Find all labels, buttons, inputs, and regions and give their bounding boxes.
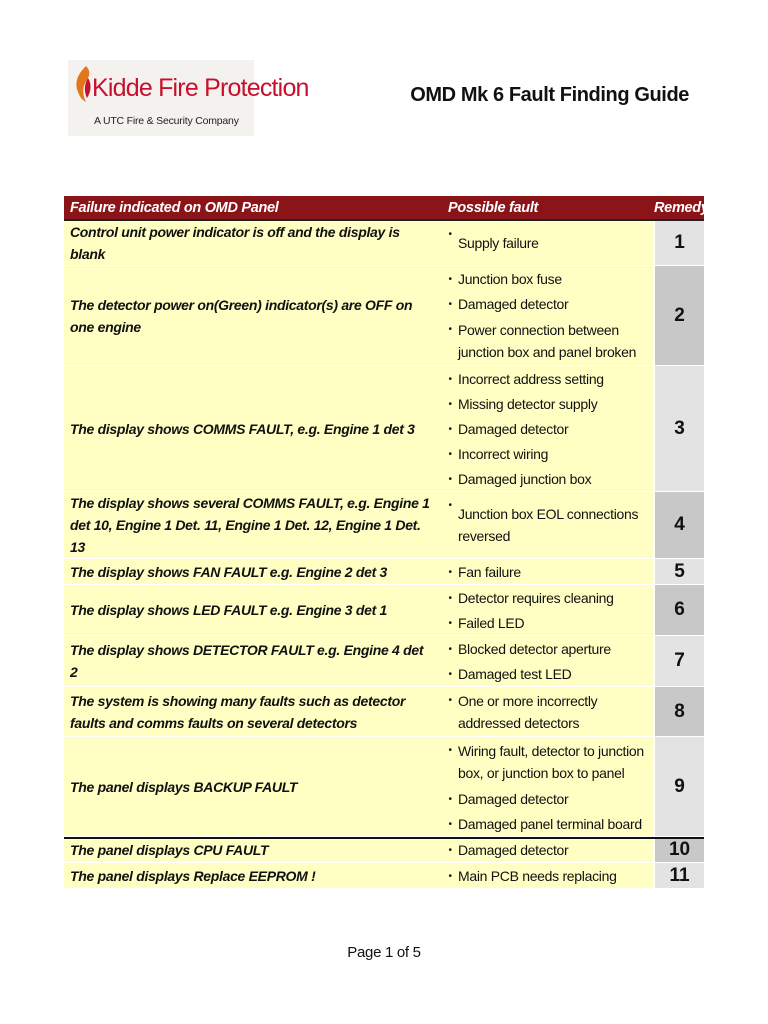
bullet-icon: •: [448, 669, 452, 680]
possible-fault: Main PCB needs replacing: [454, 863, 654, 889]
bullet-icon: •: [448, 324, 452, 335]
remedy-number: 9: [654, 737, 704, 837]
brand-tagline: A UTC Fire & Security Company: [94, 115, 239, 127]
failure-description: The display shows COMMS FAULT, e.g. Engine 1 det 3: [64, 366, 442, 492]
possible-fault: Blocked detector aperture: [454, 636, 654, 662]
table-bottom-rule: [64, 837, 704, 839]
bullet-cell: [442, 492, 454, 559]
possible-fault: Incorrect address setting: [454, 366, 654, 392]
bullet-cell: [442, 291, 454, 316]
brand-name: Kidde Fire Protection: [92, 74, 309, 102]
table-row: [64, 559, 704, 585]
bullet-icon: •: [448, 745, 452, 756]
possible-fault: Failed LED: [454, 610, 654, 636]
bullet-icon: •: [448, 819, 452, 830]
possible-fault: Incorrect wiring: [454, 441, 654, 466]
failure-description: The system is showing many faults such as detector faults and comms faults on several detectors: [64, 687, 442, 737]
possible-fault: Damaged detector: [454, 416, 654, 441]
remedy-number: 3: [654, 366, 704, 492]
bullet-cell: [442, 610, 454, 636]
table-row: [64, 863, 704, 889]
remedy-number: 6: [654, 585, 704, 636]
remedy-number: 1: [654, 220, 704, 266]
failure-description: The panel displays CPU FAULT: [64, 837, 442, 863]
bullet-cell: [442, 466, 454, 492]
failure-description: The display shows DETECTOR FAULT e.g. Engine 4 det 2: [64, 636, 442, 687]
table-row: [64, 492, 704, 559]
failure-description: The display shows LED FAULT e.g. Engine 3 det 1: [64, 585, 442, 636]
bullet-cell: [442, 811, 454, 837]
bullet-icon: •: [448, 794, 452, 805]
bullet-icon: •: [448, 474, 452, 485]
possible-fault: Detector requires cleaning: [454, 585, 654, 611]
remedy-number: 4: [654, 492, 704, 559]
bullet-cell: [442, 366, 454, 392]
table-header-row: [64, 196, 704, 220]
remedy-number: 7: [654, 636, 704, 687]
bullet-icon: •: [448, 374, 452, 385]
failure-description: The display shows several COMMS FAULT, e.g. Engine 1 det 10, Engine 1 Det. 11, Engine 1 Det. 12, Engine 1 Det. 13: [64, 492, 442, 559]
table-row: [64, 636, 704, 662]
bullet-cell: [442, 220, 454, 266]
header-failure: Failure indicated on OMD Panel: [64, 196, 442, 220]
bullet-icon: •: [448, 845, 452, 856]
page-number: Page 1 of 5: [347, 944, 421, 961]
possible-fault: Damaged detector: [454, 291, 654, 316]
possible-fault: Fan failure: [454, 559, 654, 585]
table-body: [64, 220, 704, 888]
bullet-cell: [442, 316, 454, 366]
remedy-number: 2: [654, 266, 704, 366]
header-possible-fault: Possible fault: [442, 196, 654, 220]
remedy-number: 5: [654, 559, 704, 585]
possible-fault: Damaged detector: [454, 786, 654, 811]
bullet-cell: [442, 837, 454, 863]
possible-fault: Junction box EOL connections reversed: [454, 492, 654, 559]
remedy-number: 10: [654, 837, 704, 863]
bullet-cell: [442, 863, 454, 889]
possible-fault: Damaged detector: [454, 837, 654, 863]
remedy-number: 8: [654, 687, 704, 737]
bullet-icon: •: [448, 644, 452, 655]
possible-fault: Supply failure: [454, 220, 654, 266]
bullet-icon: •: [448, 399, 452, 410]
table-row: [64, 220, 704, 266]
bullet-icon: •: [448, 618, 452, 629]
possible-fault: Damaged junction box: [454, 466, 654, 492]
failure-description: The detector power on(Green) indicator(s) are OFF on one engine: [64, 266, 442, 366]
fault-finding-table: [64, 196, 709, 888]
possible-fault: Missing detector supply: [454, 391, 654, 416]
bullet-cell: [442, 266, 454, 292]
table-row: [64, 837, 704, 863]
bullet-cell: [442, 687, 454, 737]
bullet-icon: •: [448, 695, 452, 706]
bullet-icon: •: [448, 229, 452, 240]
bullet-icon: •: [448, 500, 452, 511]
remedy-number: 11: [654, 863, 704, 889]
bullet-icon: •: [448, 424, 452, 435]
table-row: [64, 737, 704, 787]
bullet-cell: [442, 737, 454, 787]
table-row: [64, 266, 704, 292]
document-title: OMD Mk 6 Fault Finding Guide: [410, 84, 689, 106]
bullet-icon: •: [448, 567, 452, 578]
bullet-cell: [442, 661, 454, 687]
bullet-icon: •: [448, 593, 452, 604]
failure-description: The panel displays Replace EEPROM !: [64, 863, 442, 889]
possible-fault: Junction box fuse: [454, 266, 654, 292]
bullet-cell: [442, 636, 454, 662]
possible-fault: Damaged test LED: [454, 661, 654, 687]
bullet-icon: •: [448, 871, 452, 882]
failure-description: Control unit power indicator is off and the display is blank: [64, 220, 442, 266]
table-row: [64, 585, 704, 611]
possible-fault: One or more incorrectly addressed detectors: [454, 687, 654, 737]
bullet-icon: •: [448, 299, 452, 310]
table-row: [64, 687, 704, 737]
header-remedy: Remedy: [654, 196, 704, 220]
bullet-icon: •: [448, 274, 452, 285]
bullet-cell: [442, 416, 454, 441]
bullet-cell: [442, 391, 454, 416]
table-row: [64, 366, 704, 392]
bullet-cell: [442, 786, 454, 811]
failure-description: The panel displays BACKUP FAULT: [64, 737, 442, 837]
possible-fault: Power connection between junction box and panel broken: [454, 316, 654, 366]
possible-fault: Damaged panel terminal board: [454, 811, 654, 837]
failure-description: The display shows FAN FAULT e.g. Engine 2 det 3: [64, 559, 442, 585]
bullet-cell: [442, 559, 454, 585]
bullet-cell: [442, 441, 454, 466]
bullet-icon: •: [448, 449, 452, 460]
possible-fault: Wiring fault, detector to junction box, or junction box to panel: [454, 737, 654, 787]
bullet-cell: [442, 585, 454, 611]
